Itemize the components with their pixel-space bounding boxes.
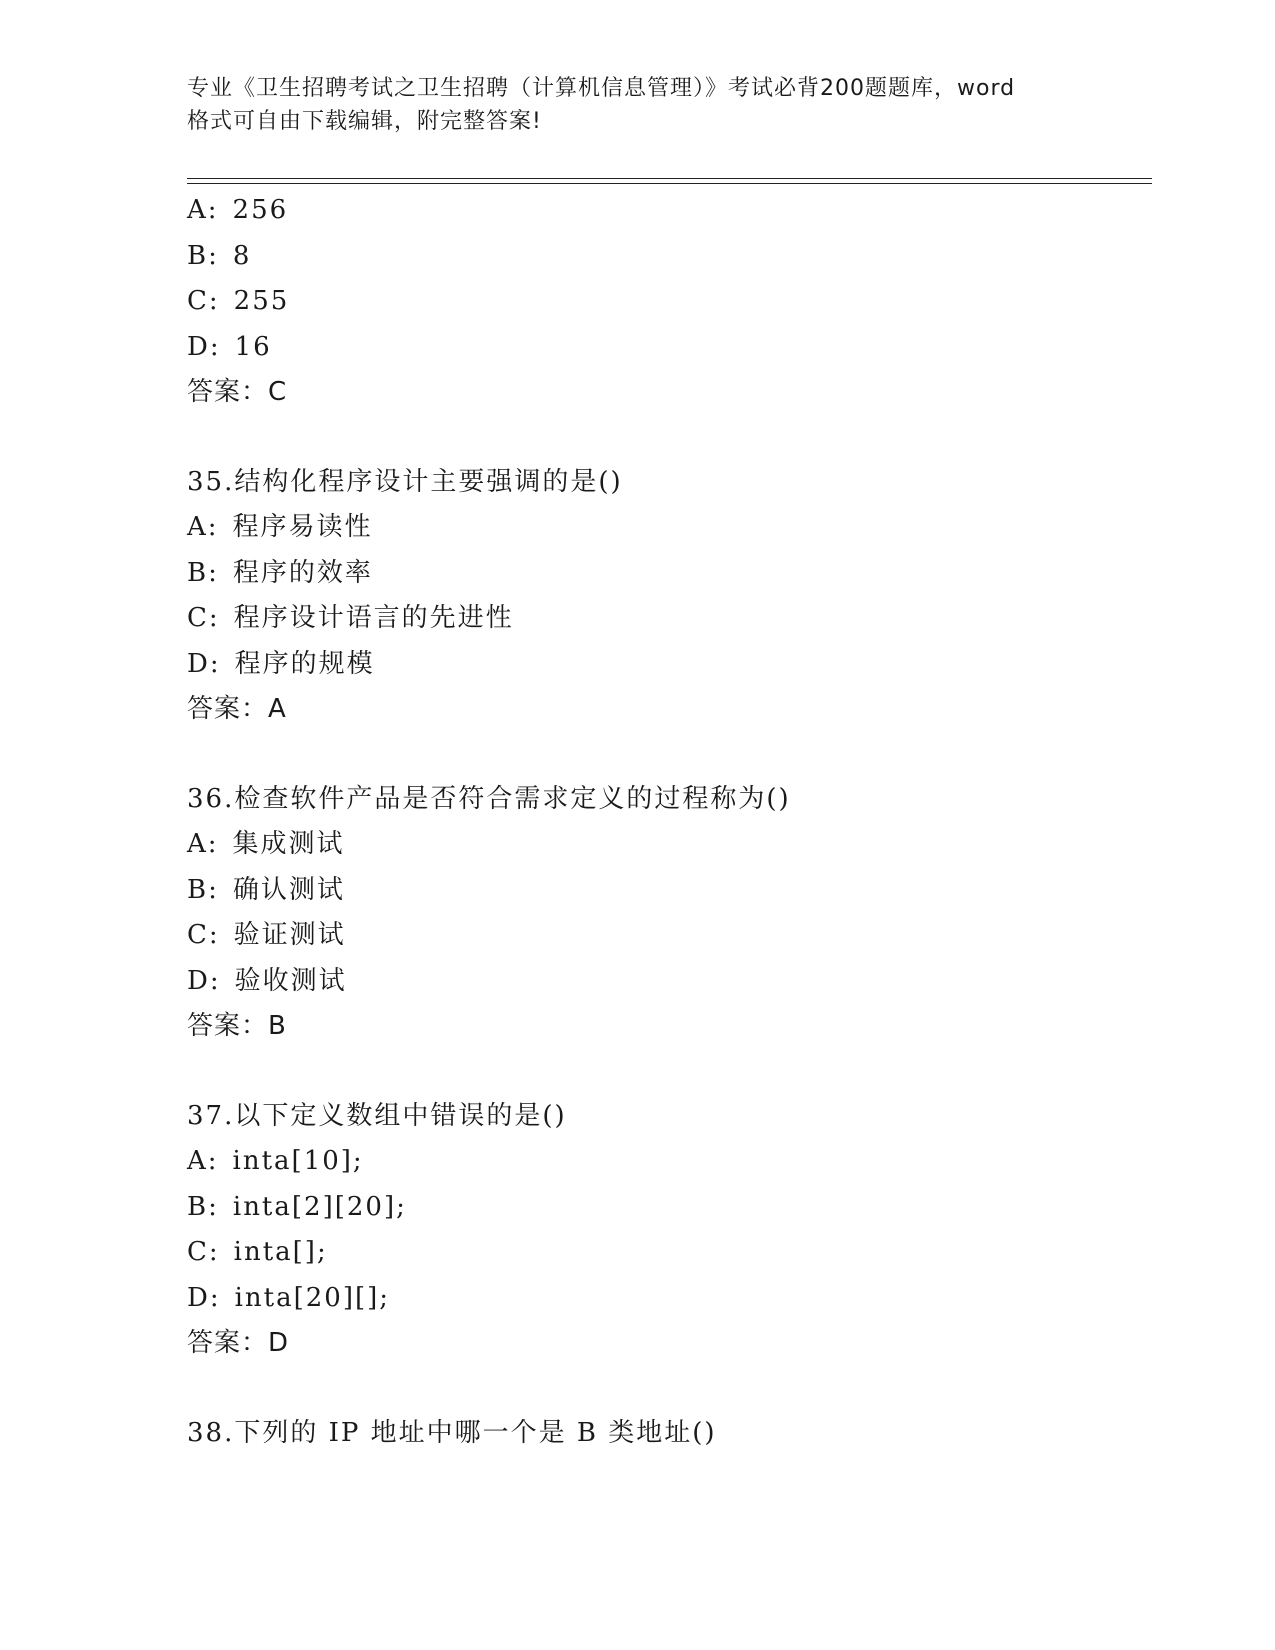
question-stem: 37.以下定义数组中错误的是() xyxy=(187,1100,567,1131)
option-b: B: inta[2][20]; xyxy=(187,1191,407,1222)
option-a: A: 集成测试 xyxy=(187,829,345,859)
answer: 答案：C xyxy=(187,377,288,407)
document-header xyxy=(187,72,1087,138)
answer: 答案：A xyxy=(187,694,287,724)
question-block-34 xyxy=(187,188,1152,416)
header-title-line-2: 格式可自由下载编辑，附完整答案! xyxy=(187,109,542,134)
option-a: A: inta[10]; xyxy=(187,1146,364,1176)
answer: 答案：D xyxy=(187,1328,290,1358)
question-block-37 xyxy=(187,1094,1152,1367)
option-d: D: inta[20][]; xyxy=(187,1282,391,1313)
option-b: B: 8 xyxy=(187,240,252,271)
option-d: D: 程序的规模 xyxy=(187,648,375,679)
option-c: C: inta[]; xyxy=(187,1237,328,1267)
question-list xyxy=(187,188,1152,1456)
header-title-line-1: 专业《卫生招聘考试之卫生招聘（计算机信息管理）》考试必背200题题库，word xyxy=(187,76,1016,101)
header-divider-bottom xyxy=(187,183,1152,184)
option-c: C: 验证测试 xyxy=(187,920,346,950)
option-b: B: 确认测试 xyxy=(187,874,345,905)
option-a: A: 256 xyxy=(187,195,289,225)
option-d: D: 验收测试 xyxy=(187,965,347,996)
option-c: C: 255 xyxy=(187,286,290,316)
header-divider-top xyxy=(187,178,1152,179)
question-stem: 35.结构化程序设计主要强调的是() xyxy=(187,466,623,497)
question-block-38 xyxy=(187,1411,1152,1457)
option-c: C: 程序设计语言的先进性 xyxy=(187,603,514,633)
option-d: D: 16 xyxy=(187,331,272,362)
option-b: B: 程序的效率 xyxy=(187,557,373,588)
question-stem: 38.下列的 IP 地址中哪一个是 B 类地址() xyxy=(187,1417,717,1448)
question-block-36 xyxy=(187,777,1152,1050)
question-stem: 36.检查软件产品是否符合需求定义的过程称为() xyxy=(187,783,791,814)
option-a: A: 程序易读性 xyxy=(187,512,373,542)
answer: 答案：B xyxy=(187,1011,287,1041)
question-block-35 xyxy=(187,460,1152,733)
